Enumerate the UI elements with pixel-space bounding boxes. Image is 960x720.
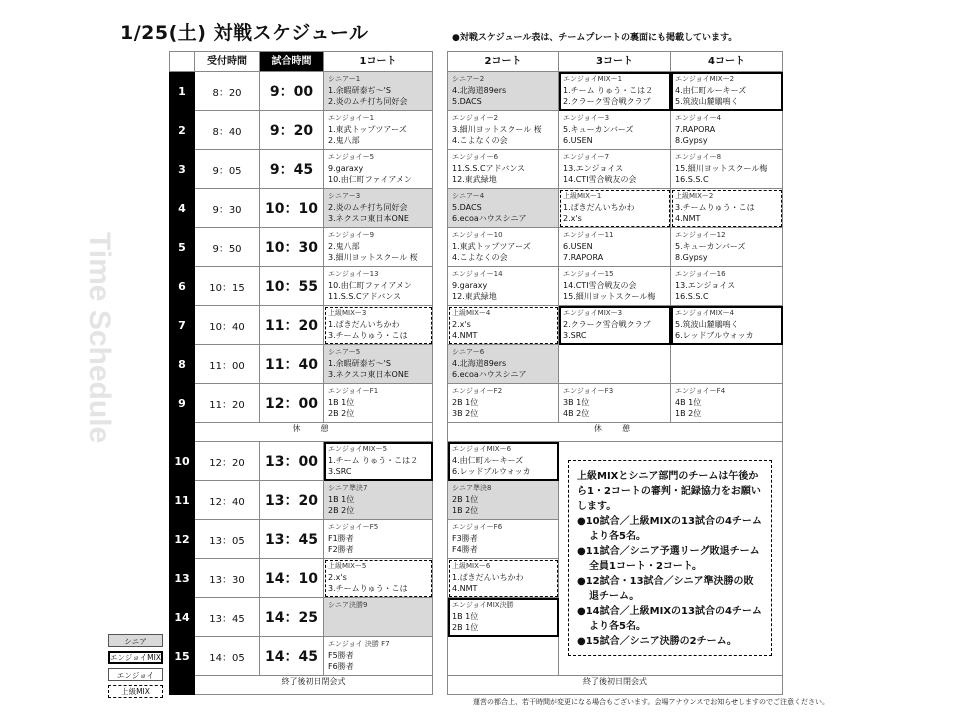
team-2: 11.S.S.Cアドバンス — [328, 292, 402, 301]
reception-time: 9：30 — [195, 189, 260, 228]
team-1: 14.CTI雪合戦友の会 — [563, 281, 637, 290]
team-1: 4B 1位 — [675, 398, 702, 407]
team-1: 3.細川ヨットスクール 桜 — [452, 125, 542, 134]
schedule-row — [170, 442, 433, 481]
schedule-row — [448, 228, 783, 267]
match-label: エンジョイー13 — [328, 270, 379, 278]
team-2: 14.CTI雪合戦友の会 — [563, 175, 637, 184]
notice-item: ●14試合／上級MIXの13試合の4チームより各5名。 — [577, 606, 762, 632]
match-cell — [559, 267, 671, 306]
team-1: 13.エンジョイス — [563, 164, 624, 173]
team-2: 1B 2位 — [452, 506, 479, 515]
start-time: 11：40 — [260, 345, 324, 384]
match-label: シニア準決8 — [452, 484, 492, 492]
match-label: エンジョイ 決勝 F7 — [328, 640, 390, 648]
reception-time: 8：20 — [195, 72, 260, 111]
match-label: エンジョイーF5 — [328, 523, 379, 531]
team-2: 16.S.S.C — [675, 292, 709, 301]
match-number: 14 — [170, 598, 195, 637]
legend-advanced-mix: 上級MIX — [108, 685, 163, 698]
team-1: 3.チームりゅう・こは — [675, 203, 755, 212]
start-time: 13：00 — [260, 442, 324, 481]
start-time: 9：00 — [260, 72, 324, 111]
team-2: 3B 2位 — [452, 409, 479, 418]
match-label: シニアー1 — [328, 75, 361, 83]
match-cell — [324, 150, 433, 189]
team-1: 1.チーム りゅう・こは２ — [563, 86, 654, 95]
match-cell — [671, 189, 783, 228]
schedule-row — [448, 72, 783, 111]
start-time: 9：45 — [260, 150, 324, 189]
match-cell — [324, 345, 433, 384]
match-cell — [671, 306, 783, 345]
reception-time: 12：40 — [195, 481, 260, 520]
break-number-blank — [170, 423, 195, 442]
schedule-row — [448, 384, 783, 423]
schedule-row — [170, 598, 433, 637]
match-label: エンジョイーF1 — [328, 387, 379, 395]
team-1: 7.RAPORA — [675, 125, 716, 134]
match-number: 11 — [170, 481, 195, 520]
team-2: 3.細川ヨットスクール 桜 — [328, 253, 418, 262]
team-1: 2.x's — [328, 573, 347, 582]
team-1: F3勝者 — [452, 534, 478, 543]
team-1: 5.筑波山麓鵰鳴く — [675, 320, 739, 329]
match-cell — [559, 72, 671, 111]
match-label: エンジョイMIXー2 — [675, 75, 735, 83]
match-label: シニアー3 — [328, 192, 361, 200]
team-1: 11.S.S.Cアドバンス — [452, 164, 526, 173]
team-2: 6.レッドブルウォッカ — [452, 467, 531, 476]
team-2: 6.ecoaハウスシニア — [452, 370, 527, 379]
reception-time: 11：00 — [195, 345, 260, 384]
watermark-text: Time Schedule — [83, 232, 116, 444]
team-2: 6.USEN — [563, 136, 593, 145]
start-time: 9：20 — [260, 111, 324, 150]
team-1: 10.由仁町ファイアメン — [328, 281, 412, 290]
team-1: 6.USEN — [563, 242, 593, 251]
match-cell — [671, 150, 783, 189]
schedule-row — [170, 559, 433, 598]
match-cell — [559, 111, 671, 150]
team-1: 2B 1位 — [452, 398, 479, 407]
match-label: 上級MIXー3 — [328, 309, 367, 317]
schedule-row — [170, 111, 433, 150]
match-number: 6 — [170, 267, 195, 306]
schedule-row — [448, 111, 783, 150]
match-cell — [559, 189, 671, 228]
team-2: F4勝者 — [452, 545, 478, 554]
match-cell — [671, 111, 783, 150]
match-cell — [448, 442, 559, 481]
match-label: エンジョイーF2 — [452, 387, 503, 395]
header-start-time: 試合時間 — [260, 52, 324, 72]
match-cell — [324, 228, 433, 267]
team-1: F1勝者 — [328, 534, 354, 543]
match-cell — [448, 520, 559, 559]
match-label: シニアー4 — [452, 192, 485, 200]
match-cell — [448, 267, 559, 306]
break-label: 休 憩 — [195, 423, 433, 442]
match-number: 3 — [170, 150, 195, 189]
reception-time: 14：05 — [195, 637, 260, 676]
team-1: 9.garaxy — [328, 164, 364, 173]
match-cell — [324, 384, 433, 423]
team-2: 10.由仁町ファイアメン — [328, 175, 412, 184]
match-cell — [324, 306, 433, 345]
match-cell — [448, 228, 559, 267]
match-label: シニアー2 — [452, 75, 485, 83]
match-label: エンジョイー15 — [563, 270, 614, 278]
break-label: 休 憩 — [448, 423, 783, 442]
start-time: 10：55 — [260, 267, 324, 306]
match-label: シニア決勝9 — [328, 601, 368, 609]
team-2: 2.クラーク雪合戦クラブ — [563, 97, 651, 106]
match-cell — [448, 345, 559, 384]
top-note: ●対戦スケジュール表は、チームプレートの裏面にも掲載しています。 — [452, 33, 738, 43]
notice-item: ●11試合／シニア予選リーグ敗退チーム全員1コート・2コート。 — [577, 546, 760, 572]
match-label: エンジョイー14 — [452, 270, 503, 278]
team-1: 1B 1位 — [452, 612, 479, 621]
team-2: 2.x's — [563, 214, 582, 223]
team-1: 13.エンジョイス — [675, 281, 736, 290]
referee-cooperation-notice — [568, 460, 772, 656]
team-2: 3.チームりゅう・こは — [328, 584, 408, 593]
match-label: エンジョイMIXー3 — [563, 309, 623, 317]
schedule-row — [170, 228, 433, 267]
header-court-2: 2コート — [448, 52, 559, 72]
team-1: 1.ぱきだんいちかわ — [563, 203, 635, 212]
match-number: 7 — [170, 306, 195, 345]
team-2: 3.SRC — [563, 331, 587, 340]
team-1: F5勝者 — [328, 651, 354, 660]
schedule-row — [170, 150, 433, 189]
team-2: 3.SRC — [328, 467, 352, 476]
team-2: 2B 2位 — [328, 409, 355, 418]
schedule-row — [170, 267, 433, 306]
match-label: 上級MIXー1 — [563, 192, 602, 200]
match-cell — [324, 267, 433, 306]
match-label: エンジョイー8 — [675, 153, 722, 161]
start-time: 14：45 — [260, 637, 324, 676]
match-label: エンジョイー1 — [328, 114, 375, 122]
closing-ceremony: 終了後初日閉会式 — [448, 676, 783, 695]
empty-cell — [448, 637, 559, 676]
team-2: 4.NMT — [452, 584, 478, 593]
schedule-row — [448, 150, 783, 189]
notice-intro: 上級MIXとシニア部門のチームは午後から1・2コートの審判・記録協力をお願いします。 — [577, 471, 761, 512]
schedule-row — [448, 345, 783, 384]
match-number: 9 — [170, 384, 195, 423]
team-2: 7.RAPORA — [563, 253, 604, 262]
reception-time: 12：20 — [195, 442, 260, 481]
match-cell — [448, 559, 559, 598]
header-court-4: 4コート — [671, 52, 783, 72]
bottom-note: 運営の都合上、若干時間が変更になる場合もございます。会場アナウンスでお知らせしますのでご注意ください。 — [473, 698, 830, 706]
schedule-row — [170, 345, 433, 384]
match-label: エンジョイー3 — [563, 114, 610, 122]
reception-time: 13：30 — [195, 559, 260, 598]
match-number: 10 — [170, 442, 195, 481]
team-1: 2.クラーク雪合戦クラブ — [563, 320, 651, 329]
match-label: シニア準決7 — [328, 484, 368, 492]
match-cell — [324, 72, 433, 111]
team-2: 4.こよなくの会 — [452, 253, 508, 262]
team-2: 2B 1位 — [452, 623, 479, 632]
match-label: エンジョイMIXー5 — [328, 445, 388, 453]
match-cell — [324, 559, 433, 598]
match-number: 5 — [170, 228, 195, 267]
team-1: 4.由仁町ルーキーズ — [675, 86, 747, 95]
match-number: 12 — [170, 520, 195, 559]
match-number: 2 — [170, 111, 195, 150]
start-time: 12：00 — [260, 384, 324, 423]
match-label: エンジョイー4 — [675, 114, 722, 122]
match-label: エンジョイー2 — [452, 114, 499, 122]
empty-cell — [671, 345, 783, 384]
team-1: 1.余暇研泰ぢ〜'S — [328, 359, 391, 368]
team-1: 1.ぱきだんいちかわ — [328, 320, 400, 329]
match-cell — [448, 598, 559, 637]
match-label: 上級MIXー5 — [328, 562, 367, 570]
team-2: F2勝者 — [328, 545, 354, 554]
match-cell — [448, 384, 559, 423]
match-label: シニアー6 — [452, 348, 485, 356]
match-label: 上級MIXー6 — [452, 562, 491, 570]
match-cell — [324, 442, 433, 481]
reception-time: 10：15 — [195, 267, 260, 306]
schedule-table-left — [169, 51, 433, 695]
match-label: シニアー5 — [328, 348, 361, 356]
team-2: 4B 2位 — [563, 409, 590, 418]
start-time: 10：30 — [260, 228, 324, 267]
match-cell — [324, 481, 433, 520]
team-2: 2.炎のムチ打ち同好会 — [328, 97, 408, 106]
team-2: 12.東武緑地 — [452, 292, 497, 301]
reception-time: 9：05 — [195, 150, 260, 189]
team-2: 4.NMT — [452, 331, 478, 340]
team-2: 5.筑波山麓鵰鳴く — [675, 97, 739, 106]
match-cell — [324, 520, 433, 559]
team-1: 5.キューカンバーズ — [563, 125, 634, 134]
match-cell — [559, 228, 671, 267]
start-time: 14：10 — [260, 559, 324, 598]
match-label: エンジョイー16 — [675, 270, 726, 278]
schedule-row — [170, 481, 433, 520]
team-1: 1.東武トップツアーズ — [328, 125, 407, 134]
schedule-row — [170, 306, 433, 345]
match-cell — [671, 267, 783, 306]
team-2: F6勝者 — [328, 662, 354, 671]
legend-senior: シニア — [108, 634, 163, 647]
notice-item: ●15試合／シニア決勝の2チーム。 — [577, 636, 737, 647]
match-label: エンジョイーF3 — [563, 387, 614, 395]
match-cell — [671, 72, 783, 111]
match-cell — [448, 306, 559, 345]
schedule-row — [170, 520, 433, 559]
team-1: 1B 1位 — [328, 398, 355, 407]
start-time: 13：45 — [260, 520, 324, 559]
match-label: エンジョイー10 — [452, 231, 503, 239]
start-time: 10：10 — [260, 189, 324, 228]
team-2: 2B 2位 — [328, 506, 355, 515]
match-label: エンジョイー12 — [675, 231, 726, 239]
match-cell — [324, 111, 433, 150]
reception-time: 13：45 — [195, 598, 260, 637]
legend — [108, 634, 163, 702]
match-label: エンジョイー6 — [452, 153, 499, 161]
team-2: 3.ネクスコ東日本ONE — [328, 370, 409, 379]
match-label: エンジョイーF6 — [452, 523, 503, 531]
team-1: 2.x's — [452, 320, 471, 329]
reception-time: 8：40 — [195, 111, 260, 150]
schedule-row — [448, 189, 783, 228]
team-2: 1B 2位 — [675, 409, 702, 418]
header-court-3: 3コート — [559, 52, 671, 72]
watermark-time-schedule — [60, 230, 150, 490]
team-1: 2.炎のムチ打ち同好会 — [328, 203, 408, 212]
team-2: 2.鬼八部 — [328, 136, 360, 145]
match-label: エンジョイーF4 — [675, 387, 726, 395]
header-court-1: 1コート — [324, 52, 433, 72]
team-1: 1.東武トップツアーズ — [452, 242, 531, 251]
schedule-row — [170, 72, 433, 111]
start-time: 13：20 — [260, 481, 324, 520]
match-cell — [448, 111, 559, 150]
match-number: 15 — [170, 637, 195, 676]
notice-item: ●10試合／上級MIXの13試合の4チームより各5名。 — [577, 516, 762, 542]
footer-number-blank — [170, 676, 195, 695]
match-cell — [559, 150, 671, 189]
team-2: 3.ネクスコ東日本ONE — [328, 214, 409, 223]
reception-time: 11：20 — [195, 384, 260, 423]
team-1: 4.北海道89ers — [452, 86, 507, 95]
match-cell — [324, 189, 433, 228]
match-label: 上級MIXー2 — [675, 192, 714, 200]
match-number: 1 — [170, 72, 195, 111]
match-cell — [448, 189, 559, 228]
schedule-row — [448, 306, 783, 345]
legend-enjoy-mix: エンジョイMIX — [108, 651, 163, 664]
match-label: エンジョイMIXー4 — [675, 309, 735, 317]
team-2: 3.チームりゅう・こは — [328, 331, 408, 340]
match-number: 13 — [170, 559, 195, 598]
team-1: 1.余暇研泰ぢ〜'S — [328, 86, 391, 95]
team-1: 5.DACS — [452, 203, 482, 212]
start-time: 14：25 — [260, 598, 324, 637]
team-1: 4.北海道89ers — [452, 359, 507, 368]
match-cell — [448, 72, 559, 111]
team-2: 8.Gypsy — [675, 253, 708, 262]
match-label: 上級MIXー4 — [452, 309, 491, 317]
match-number: 8 — [170, 345, 195, 384]
team-1: 2B 1位 — [452, 495, 479, 504]
legend-enjoy: エンジョイ — [108, 668, 163, 681]
team-1: 4.由仁町ルーキーズ — [452, 456, 524, 465]
match-cell — [448, 150, 559, 189]
team-1: 1.チーム りゅう・こは２ — [328, 456, 419, 465]
team-2: 12.東武緑地 — [452, 175, 497, 184]
team-1: 9.garaxy — [452, 281, 488, 290]
match-number: 4 — [170, 189, 195, 228]
match-label: エンジョイー11 — [563, 231, 614, 239]
team-2: 16.S.S.C — [675, 175, 709, 184]
team-1: 1B 1位 — [328, 495, 355, 504]
team-2: 6.レッドブルウォッカ — [675, 331, 754, 340]
match-label: エンジョイMIXー1 — [563, 75, 623, 83]
header-blank — [170, 52, 195, 72]
team-2: 6.ecoaハウスシニア — [452, 214, 527, 223]
team-2: 15.細川ヨットスクール梅 — [563, 292, 656, 301]
match-label: エンジョイMIX決勝 — [452, 601, 514, 609]
match-cell — [671, 384, 783, 423]
team-1: 5.キューカンバーズ — [675, 242, 746, 251]
reception-time: 9：50 — [195, 228, 260, 267]
match-label: エンジョイー5 — [328, 153, 375, 161]
closing-ceremony: 終了後初日閉会式 — [195, 676, 433, 695]
empty-cell — [559, 345, 671, 384]
team-2: 4.こよなくの会 — [452, 136, 508, 145]
notice-item: ●12試合・13試合／シニア準決勝の敗退チーム。 — [577, 576, 754, 602]
header-reception: 受付時間 — [195, 52, 260, 72]
match-cell — [671, 228, 783, 267]
team-1: 3B 1位 — [563, 398, 590, 407]
reception-time: 10：40 — [195, 306, 260, 345]
reception-time: 13：05 — [195, 520, 260, 559]
schedule-row — [170, 384, 433, 423]
match-cell — [559, 306, 671, 345]
match-cell — [448, 481, 559, 520]
team-1: 2.鬼八部 — [328, 242, 360, 251]
schedule-row — [170, 637, 433, 676]
match-cell — [324, 637, 433, 676]
team-1: 15.細川ヨットスクール梅 — [675, 164, 768, 173]
team-2: 8.Gypsy — [675, 136, 708, 145]
match-label: エンジョイー9 — [328, 231, 375, 239]
match-label: エンジョイMIXー6 — [452, 445, 512, 453]
team-2: 5.DACS — [452, 97, 482, 106]
start-time: 11：20 — [260, 306, 324, 345]
match-label: エンジョイー7 — [563, 153, 610, 161]
match-cell — [559, 384, 671, 423]
page-title: 1/25(土) 対戦スケジュール — [120, 22, 369, 44]
schedule-row — [448, 267, 783, 306]
team-2: 4.NMT — [675, 214, 701, 223]
team-1: 1.ぱきだんいちかわ — [452, 573, 524, 582]
schedule-row — [170, 189, 433, 228]
match-cell — [324, 598, 433, 637]
